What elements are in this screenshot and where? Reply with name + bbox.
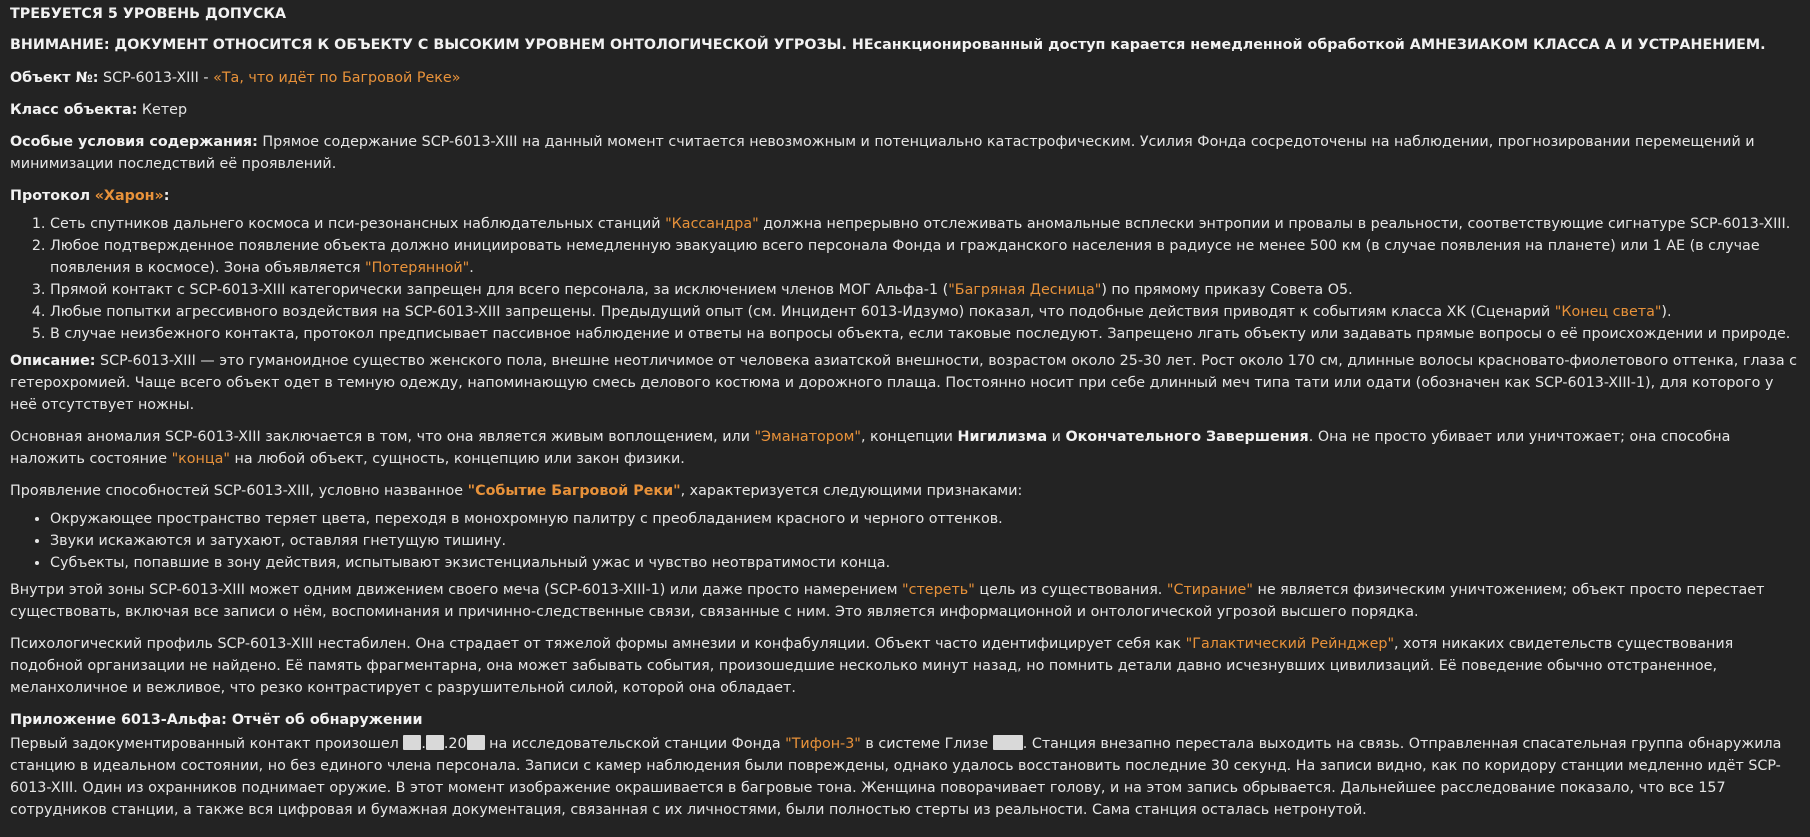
redacted-block — [403, 735, 421, 750]
protocol-item-text: Сеть спутников дальнего космоса и пси-резонансных наблюдательных станций — [50, 216, 666, 232]
appendix-heading — [10, 709, 1800, 731]
object-id: SCP-6013-XIII - — [103, 70, 209, 86]
anomaly-bold-completion: Окончательного Завершения — [1065, 429, 1309, 445]
erase-text: Внутри этой зоны SCP-6013-XIII может одним движением своего меча (SCP-6013-XIII-1) или даже просто намерением — [10, 582, 903, 598]
anomaly-text: Основная аномалия SCP-6013-XIII заключается в том, что она является живым воплощением, или — [10, 429, 755, 445]
appendix-title: Приложение 6013-Альфа: Отчёт об обнаружении — [10, 712, 423, 728]
protocol-item-text-end: должна непрерывно отслеживать аномальные всплески энтропии и провалы в реальности, соответствующие сигнатуре SCP-6013-XIII. — [758, 216, 1791, 232]
warning-text: ВНИМАНИЕ: ДОКУМЕНТ ОТНОСИТСЯ К ОБЪЕКТУ С ВЫСОКИМ УРОВНЕМ ОНТОЛОГИЧЕСКОЙ УГРОЗЫ. НЕсанкционированный доступ карается немедленной обработкой АМНЕЗИАКОМ КЛАССА А И УСТРАНЕНИЕМ. — [10, 37, 1766, 53]
manifestation-text: , характеризуется следующими признаками: — [680, 483, 1023, 499]
object-line — [10, 67, 1800, 89]
protocol-item — [50, 235, 1800, 279]
list-item: • Окружающее пространство теряет цвета, переходя в монохромную палитру с преобладанием красного и черного оттенков. — [50, 508, 1800, 530]
anomaly-text: на любой объект, сущность, концепцию или закон физики. — [229, 451, 685, 467]
protocol-item — [50, 323, 1800, 345]
anomaly-highlight-end: "конца" — [171, 451, 230, 467]
appendix-text: в системе Глизе — [860, 736, 993, 752]
list-item: • Звуки искажаются и затухают, оставляя гнетущую тишину. — [50, 530, 1800, 552]
manifestation-highlight: "Событие Багровой Реки" — [467, 483, 681, 499]
protocol-item — [50, 213, 1800, 235]
protocol-name: «Харон» — [94, 188, 164, 204]
protocol-item-highlight: "Кассандра" — [665, 216, 759, 232]
manifestation-list — [10, 508, 1800, 574]
object-label: Объект №: — [10, 70, 99, 86]
object-class-line — [10, 99, 1800, 121]
description-text: SCP-6013-XIII — это гуманоидное существо женского пола, внешне неотличимое от человека азиатской внешности, возрастом около 25-30 лет. Рост около 170 см, длинные волосы красновато-фиолетового оттенка, глаза с гетерохромией. Чаще всего объект одет в темную одежду, напоминающую смесь делового костюма и дорожного плаща. Постоянно носит при себе длинный меч типа тати или одати (обозначен как SCP-6013-XIII-1), для которого у неё отсутствует ножны. — [10, 353, 1797, 413]
containment-label: Особые условия содержания: — [10, 134, 258, 150]
clearance-notice — [10, 3, 1800, 25]
psych-text: , хотя никаких свидетельств существования подобной организации не найдено. Её память фрагментарна, она может забывать события, произошедшие несколько минут назад, но помнить детали давно исчезнувших цивилизаций. Её поведение обычно отстраненное, меланхоличное и вежливое, что резко контрастирует с разрушительной силой, которой она обладает. — [10, 636, 1734, 696]
redacted-block — [467, 735, 485, 750]
manifestation-paragraph — [10, 480, 1800, 502]
anomaly-text: , концепции — [860, 429, 958, 445]
protocol-item-text-end: . — [469, 260, 474, 276]
protocol-item-text: Любые попытки агрессивного воздействия на SCP-6013-XIII запрещены. Предыдущий опыт (см. Инцидент 6013-Идзумо) показал, что подобные действия приводят к событиям класса XK (Сценарий — [50, 304, 1555, 320]
protocol-item-highlight: "Конец света" — [1554, 304, 1662, 320]
protocol-label: Протокол — [10, 188, 91, 204]
appendix-date-separator: . — [421, 736, 426, 752]
warning-notice — [10, 34, 1800, 56]
protocol-item-text: Любое подтвержденное появление объекта должно инициировать немедленную эвакуацию всего персонала Фонда и гражданского населения в радиусе не менее 500 км (в случае появления на планете) или 1 АЕ (в случае появления в космосе). Зона объявляется — [50, 238, 1760, 276]
protocol-item-highlight: "Багряная Десница" — [948, 282, 1102, 298]
erase-text: цель из существования. — [974, 582, 1167, 598]
appendix-text: Первый задокументированный контакт произошел — [10, 736, 404, 752]
protocol-list — [10, 213, 1800, 345]
protocol-item — [50, 279, 1800, 301]
protocol-item-text-end: ) по прямому приказу Совета О5. — [1101, 282, 1353, 298]
appendix-date-year: .20 — [443, 736, 467, 752]
object-class-label: Класс объекта: — [10, 102, 138, 118]
containment-section — [10, 131, 1800, 175]
protocol-item-text: В случае неизбежного контакта, протокол предписывает пассивное наблюдение и ответы на вопросы объекта, если таковые последуют. Запрещено лгать объекту или задавать прямые вопросы о её происхождении и природе. — [50, 326, 1791, 342]
anomaly-text: . Она не просто убивает или уничтожает; она способна наложить состояние — [10, 429, 1731, 467]
containment-text: Прямое содержание SCP-6013-XIII на данный момент считается невозможным и потенциально катастрофическим. Усилия Фонда сосредоточены на наблюдении, прогнозировании перемещений и минимизации последствий её проявлений. — [10, 134, 1755, 172]
protocol-item-highlight: "Потерянной" — [365, 260, 470, 276]
anomaly-highlight-emanator: "Эманатором" — [754, 429, 861, 445]
anomaly-paragraph — [10, 426, 1800, 470]
psych-text: Психологический профиль SCP-6013-XIII нестабилен. Она страдает от тяжелой формы амнезии и конфабуляции. Объект часто идентифицирует себя как — [10, 636, 1186, 652]
clearance-text: ТРЕБУЕТСЯ 5 УРОВЕНЬ ДОПУСКА — [10, 6, 287, 22]
list-item: • Субъекты, попавшие в зону действия, испытывают экзистенциальный ужас и чувство неотвратимости конца. — [50, 552, 1800, 574]
protocol-item-text: Прямой контакт с SCP-6013-XIII категорически запрещен для всего персонала, за исключением членов МОГ Альфа-1 ( — [50, 282, 949, 298]
erase-highlight: "стереть" — [902, 582, 975, 598]
protocol-item — [50, 301, 1800, 323]
erase-highlight: "Стирание" — [1166, 582, 1253, 598]
protocol-item-text-end: ). — [1661, 304, 1672, 320]
appendix-highlight: "Тифон-3" — [785, 736, 861, 752]
psych-highlight: "Галактический Рейнджер" — [1185, 636, 1395, 652]
protocol-colon: : — [163, 188, 170, 204]
anomaly-bold-nihilism: Нигилизма — [957, 429, 1048, 445]
manifestation-text: Проявление способностей SCP-6013-XIII, условно названное — [10, 483, 468, 499]
erase-text: не является физическим уничтожением; объект просто перестает существовать, включая все записи о нём, воспоминания и причинно-следственные связи, связанные с ним. Это является информационной и онтологической угрозой высшего порядка. — [10, 582, 1765, 620]
redacted-block — [426, 735, 444, 750]
psych-paragraph — [10, 633, 1800, 699]
appendix-text: на исследовательской станции Фонда — [484, 736, 786, 752]
description-label: Описание: — [10, 353, 96, 369]
object-class-value: Кетер — [141, 102, 188, 118]
description-section — [10, 350, 1800, 416]
appendix-paragraph — [10, 733, 1800, 821]
object-nickname: «Та, что идёт по Багровой Реке» — [213, 70, 461, 86]
protocol-heading — [10, 185, 1800, 207]
appendix-text: . Станция внезапно перестала выходить на связь. Отправленная спасательная группа обнаружила станцию в идеальном состоянии, но без единого члена персонала. Записи с камер наблюдения были повреждены, однако удалось восстановить последние 30 секунд. На записи видно, как по коридору станции медленно идёт SCP-6013-XIII. Один из охранников поднимает оружие. В этот момент изображение окрашивается в багровые тона. Женщина поворачивает голову, и на этом запись обрывается. Дальнейшее расследование показало, что все 157 сотрудников станции, а также вся цифровая и бумажная документация, связанная с их личностями, были полностью стерты из реальности. Сама станция осталась нетронутой. — [10, 736, 1782, 818]
redacted-block — [993, 735, 1023, 750]
anomaly-text: и — [1047, 429, 1066, 445]
erase-paragraph — [10, 579, 1800, 623]
